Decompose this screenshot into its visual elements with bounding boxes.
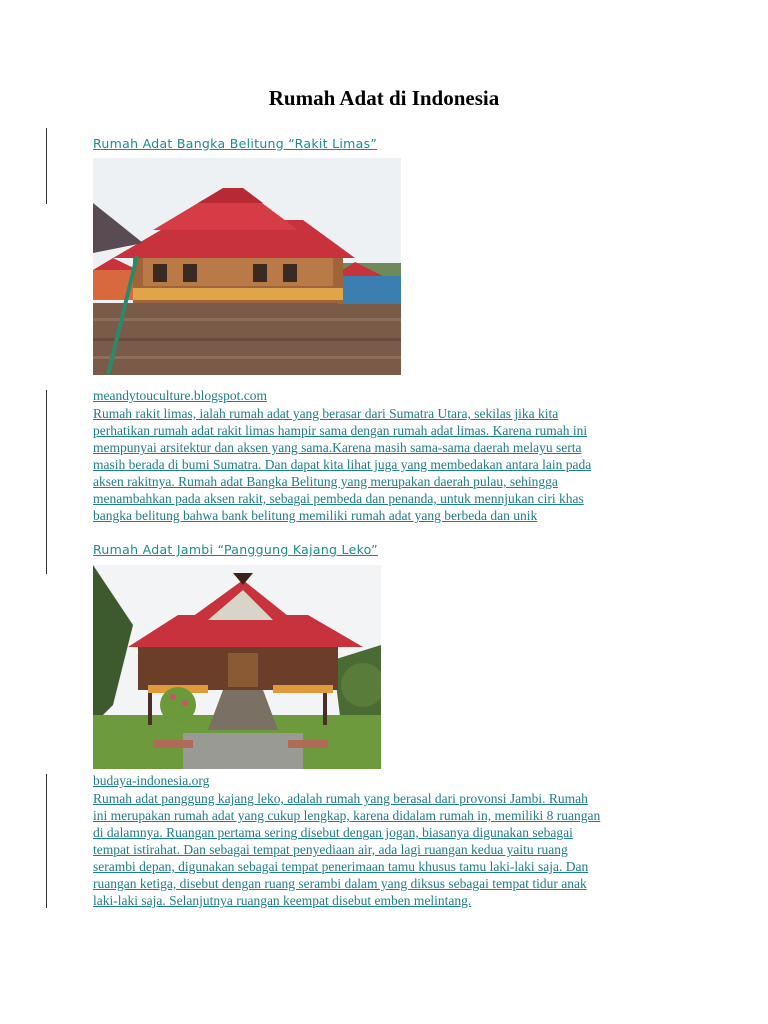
text-line[interactable]: aksen rakitnya. Rumah adat Bangka Belitung yang merupakan daerah pulau, sehingga bbox=[93, 474, 558, 489]
text-line[interactable]: tempat istirahat. Dan sebagai tempat penyediaan air, ada lagi ruangan kedua yaitu ruang bbox=[93, 842, 568, 857]
section-text-bangka bbox=[93, 405, 683, 524]
source-link-jambi[interactable]: budaya-indonesia.org bbox=[93, 773, 210, 788]
margin-bar bbox=[46, 774, 47, 908]
page-title: Rumah Adat di Indonesia bbox=[268, 86, 500, 110]
text-line[interactable]: mempunyai arsitektur dan aksen yang sama.Karena masih sama-sama daerah melayu serta bbox=[93, 440, 582, 455]
section-heading-bangka[interactable]: Rumah Adat Bangka Belitung “Rakit Limas” bbox=[93, 136, 378, 151]
text-line[interactable]: bangka belitung bahwa bank belitung memiliki rumah adat yang berbeda dan unik bbox=[93, 508, 538, 523]
source-link-bangka[interactable]: meandytouculture.blogspot.com bbox=[93, 388, 267, 403]
margin-bar bbox=[46, 128, 47, 204]
text-line[interactable]: masih berada di bumi Sumatra. Dan dapat kita lihat juga yang membedakan antara lain pada bbox=[93, 457, 592, 472]
text-line[interactable]: Rumah adat panggung kajang leko, adalah rumah yang berasal dari provonsi Jambi. Rumah bbox=[93, 791, 588, 806]
photo-kajang-leko bbox=[93, 565, 381, 769]
section-heading-jambi[interactable]: Rumah Adat Jambi “Panggung Kajang Leko” bbox=[93, 542, 378, 557]
text-line[interactable]: serambi depan, digunakan sebagai tempat penerimaan tamu khusus tamu laki-laki saja. Dan bbox=[93, 859, 589, 874]
margin-bar bbox=[46, 390, 47, 574]
text-line[interactable]: ini merupakan rumah adat yang cukup lengkap, karena didalam rumah in, memiliki 8 ruangan bbox=[93, 808, 601, 823]
text-line[interactable]: menambahkan pada aksen rakit, sebagai pembeda dan penanda, untuk mennjukan ciri khas bbox=[93, 491, 584, 506]
text-line[interactable]: perhatikan rumah adat rakit limas hampir sama dengan rumah adat limas. Karena rumah ini bbox=[93, 423, 588, 438]
text-line[interactable]: laki-laki saja. Selanjutnya ruangan keempat disebut emben melintang. bbox=[93, 893, 472, 908]
text-line[interactable]: ruangan ketiga, disebut dengan ruang serambi dalam yang diksus sebagai tempat tidur anak bbox=[93, 876, 587, 891]
text-line[interactable]: di dalamnya. Ruangan pertama sering disebut dengan jogan, biasanya digunakan sebagai bbox=[93, 825, 573, 840]
text-line[interactable]: Rumah rakit limas, ialah rumah adat yang berasar dari Sumatra Utara, sekilas jika kita bbox=[93, 406, 559, 421]
section-text-jambi bbox=[93, 790, 683, 909]
photo-rakit-limas bbox=[93, 158, 401, 375]
